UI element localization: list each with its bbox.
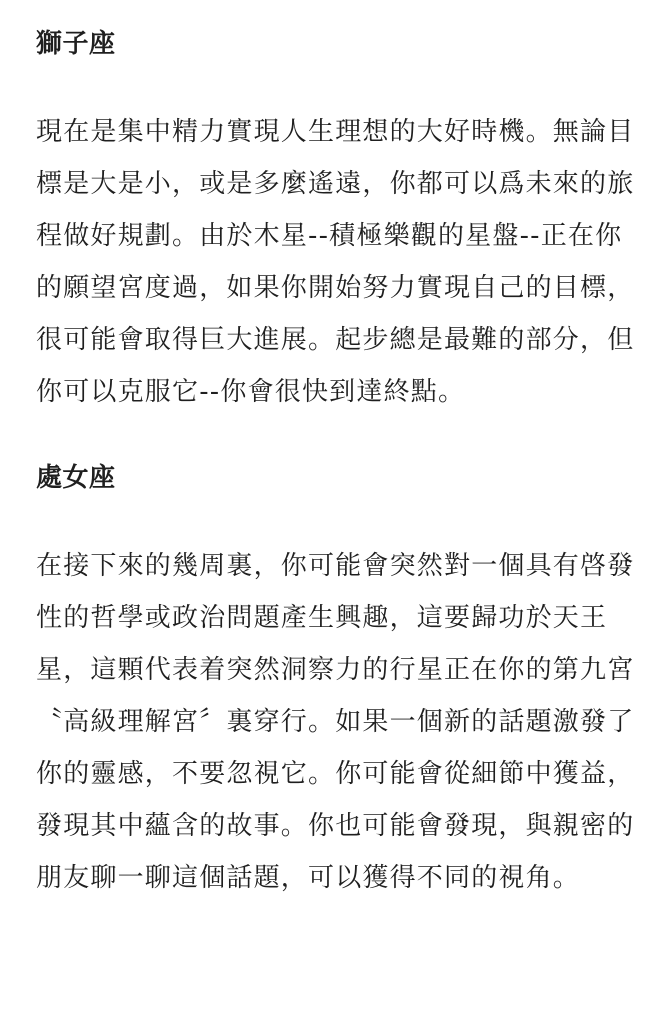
horoscope-article (36, 22, 636, 904)
section-title-virgo: 處女座 (36, 463, 116, 493)
section-body-leo: 現在是集中精力實現人生理想的大好時機。無論目標是大是小，或是多麼遙遠，你都可以爲未來的旅程做好規劃。由於木星--積極樂觀的星盤--正在你的願望宮度過，如果你開始努力實現自己的目標，很可能會取得巨大進展。起步總是最難的部分，但你可以克服它--你會很快到達終點。 (36, 117, 635, 407)
section-body-virgo: 在接下來的幾周裏，你可能會突然對一個具有啓發性的哲學或政治問題產生興趣，這要歸功於天王星，這顆代表着突然洞察力的行星正在你的第九宮〝高級理解宮〞裏穿行。如果一個新的話題激發了你的靈感，不要忽視它。你可能會從細節中獲益，發現其中蘊含的故事。你也可能會發現，與親密的朋友聊一聊這個話題，可以獲得不同的視角。 (36, 551, 635, 893)
section-title-leo: 獅子座 (36, 29, 116, 59)
